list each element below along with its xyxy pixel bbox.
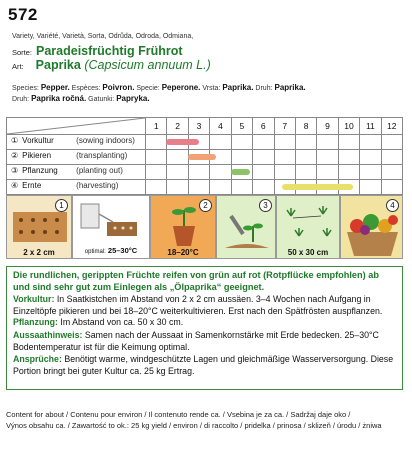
picture-caption: optimal: 25–30°C	[73, 245, 149, 258]
step-number: 3	[259, 199, 272, 212]
sorte-row	[12, 44, 183, 58]
yield-footer-line-2: Výnos obsahu ca. / Zawartość to ok.: 25 kg yield / environ / di raccolto / pridelka / prinosa / sklizeň / úrodu / żniwa	[6, 421, 382, 430]
calendar-bar-pflanzung	[231, 169, 250, 175]
species-name	[36, 58, 211, 72]
picture-caption: 18–20°C	[151, 247, 215, 258]
month-header: 2	[166, 118, 187, 194]
month-header: 5	[231, 118, 252, 194]
month-header: 4	[209, 118, 230, 194]
step-number: 2	[199, 199, 212, 212]
month-header: 6	[252, 118, 273, 194]
vorkultur-paragraph: Vorkultur: In Saatkistchen im Abstand von 2 x 2 cm aussäen. 3–4 Wochen nach Aufgang in Einzeltöpfe pikieren und bei 18–20°C weiterkultivieren. Erst nach den Spätfrösten auspflanzen. Pflanzung: Im Abstand von ca. 50 x 30 cm.	[13, 294, 383, 328]
picture-pricking-out	[150, 195, 216, 259]
picture-sowing	[6, 195, 72, 259]
calendar-bar-vorkultur	[166, 139, 198, 145]
month-header: 11	[359, 118, 380, 194]
picture-caption: 50 x 30 cm	[277, 247, 339, 258]
picture-harvest	[340, 195, 403, 259]
picture-spacing	[276, 195, 340, 259]
calendar-row-label: ① Vorkultur (sowing indoors)	[11, 136, 135, 145]
picture-caption: 2 x 2 cm	[7, 247, 71, 258]
step-number: 1	[55, 199, 68, 212]
month-header: 3	[188, 118, 209, 194]
month-header: 8	[295, 118, 316, 194]
aussaat-paragraph: Aussaathinweis: Samen nach der Aussaat in Samenkornstärke mit Erde bedecken. 25–30°C Bodentemperatur ist für die Keimung optimal.	[13, 329, 379, 352]
yield-footer-line-1: Content for about / Contenu pour environ / Il contenuto rende ca. / Vsebina je za ca. / Sadržaj daje oko /	[6, 410, 351, 419]
calendar-header-corner	[7, 118, 145, 134]
calendar-row-label: ④ Ernte (harvesting)	[11, 181, 119, 190]
description-text: Die rundlichen, gerippten Früchte reifen von grün auf rot (Rotpflücke empfohlen) ab und sind sehr gut zum Einlegen als „Ölpaprika“ geeignet.	[13, 270, 379, 292]
variety-name: Paradeisfrüchtig Frührot	[36, 44, 183, 58]
sowing-calendar	[6, 117, 403, 195]
art-row	[12, 58, 211, 72]
anspruche-paragraph: Ansprüche: Benötigt warme, windgeschützte Lagen und gleichmäßige Wasserversorgung. Diese Portion bringt bei guter Kultur ca. 25 kg Ertrag.	[13, 354, 394, 376]
instruction-pictures	[6, 195, 403, 259]
instructions-text-box	[6, 266, 403, 390]
species-translations-2: Druh: Paprika ročná. Gatunki: Papryka.	[12, 94, 150, 103]
packet-number: 572	[8, 5, 38, 24]
calendar-bar-ernte	[282, 184, 353, 190]
species-latin-name: (Capsicum annuum L.)	[84, 58, 211, 72]
month-header: 12	[381, 118, 402, 194]
calendar-row-label: ② Pikieren (transplanting)	[11, 151, 128, 160]
month-header: 10	[338, 118, 359, 194]
month-header: 9	[316, 118, 337, 194]
step-number: 4	[386, 199, 399, 212]
species-common-name: Paprika	[35, 58, 81, 72]
month-header: 1	[145, 118, 166, 194]
picture-planting	[216, 195, 276, 259]
month-header: 7	[274, 118, 295, 194]
species-translations-1: Species: Pepper. Espèces: Poivron. Specie: Peperone. Vrsta: Paprika. Druh: Paprika.	[12, 83, 306, 92]
sorte-label: Sorte:	[12, 48, 33, 57]
picture-germination	[72, 195, 150, 259]
calendar-bar-pikieren	[188, 154, 216, 160]
art-label: Art:	[12, 62, 24, 71]
calendar-row-label: ③ Pflanzung (planting out)	[11, 166, 123, 175]
variety-labels: Variety, Variété, Varietà, Sorta, Odrůda, Odroda, Odmiana,	[12, 33, 194, 40]
